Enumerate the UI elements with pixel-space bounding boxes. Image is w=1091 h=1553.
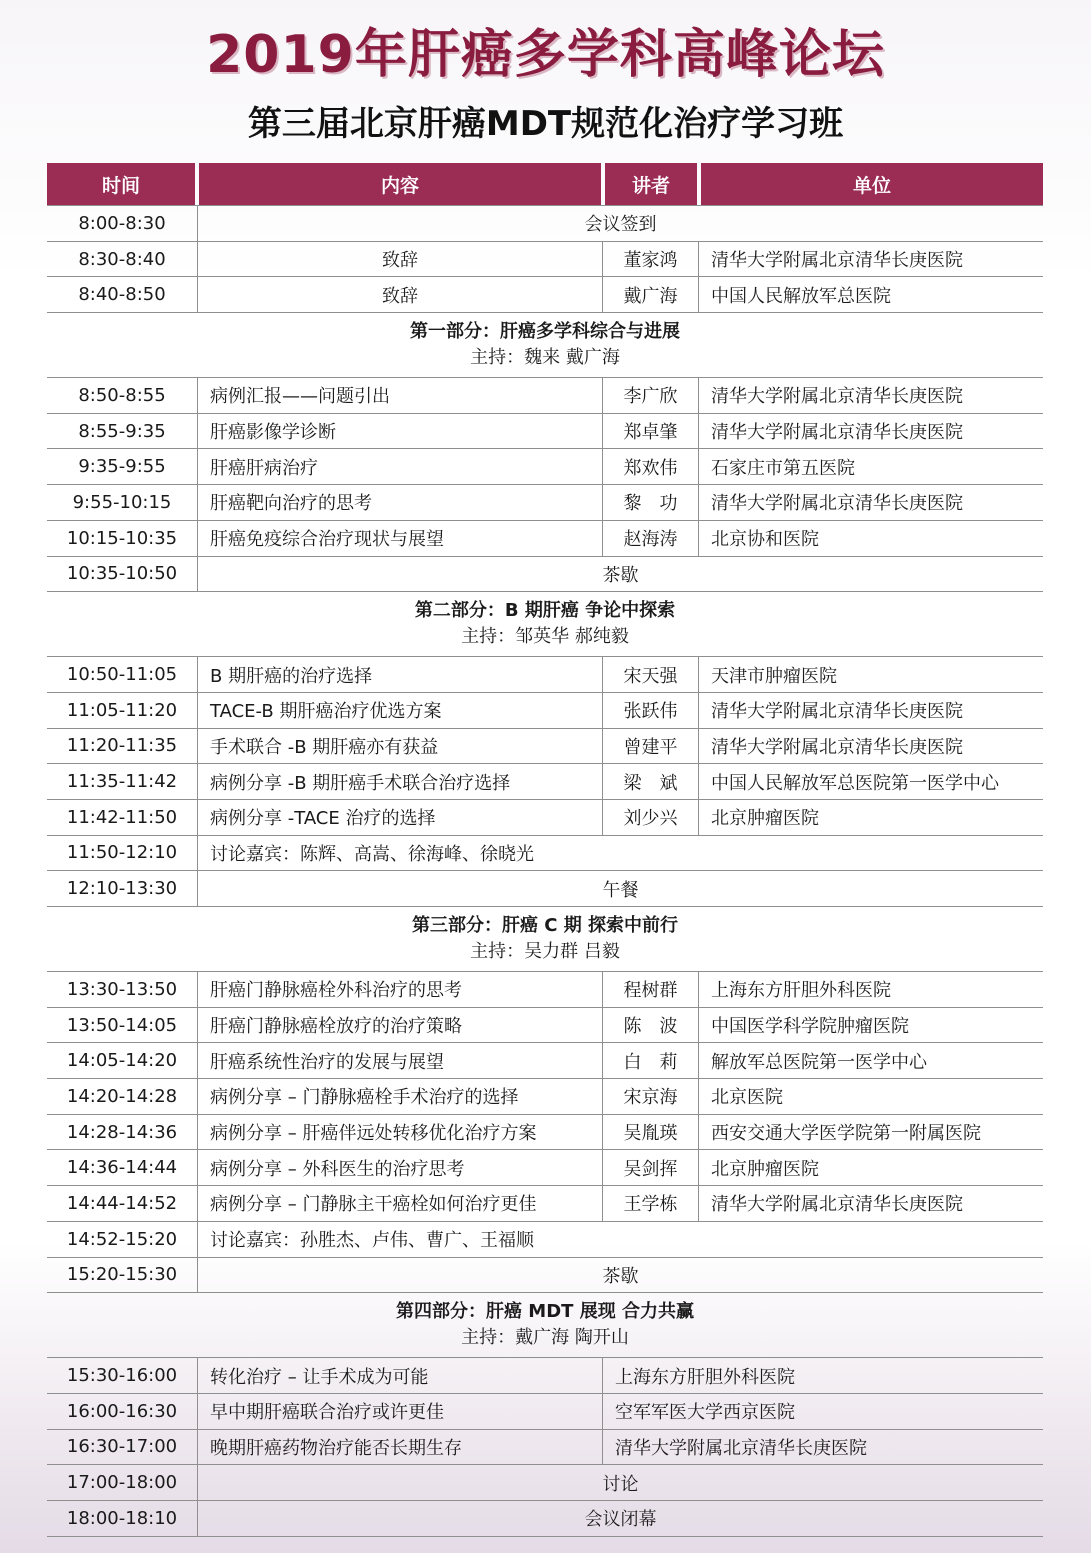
row-content: 肝癌免疫综合治疗现状与展望: [198, 521, 603, 556]
table-row: [47, 1222, 1043, 1258]
table-row: [47, 729, 1043, 765]
table-row: [47, 800, 1043, 836]
section-host: 主持：邹英华 郝纯毅: [461, 626, 629, 648]
section-host: 主持：吴力群 吕毅: [470, 941, 620, 962]
table-row: [47, 1430, 1043, 1466]
row-content: 肝癌门静脉癌栓外科治疗的思考: [198, 972, 603, 1007]
table-row: [47, 1465, 1043, 1501]
row-unit: 清华大学附属北京清华长庚医院: [711, 422, 963, 444]
row-unit: 石家庄市第五医院: [711, 457, 855, 479]
row-time: 18:00-18:10: [47, 1501, 198, 1536]
row-time: 17:00-18:00: [47, 1465, 198, 1500]
row-unit: 空军军医大学西京医院: [615, 1402, 795, 1424]
row-speaker: 曾建平: [603, 729, 699, 764]
row-unit: 清华大学附属北京清华长庚医院: [711, 736, 963, 758]
row-content: 病例汇报——问题引出: [198, 378, 603, 413]
table-row: [47, 764, 1043, 800]
row-unit: 清华大学附属北京清华长庚医院: [711, 250, 963, 272]
row-time: 9:55-10:15: [47, 485, 198, 520]
row-speaker: 程树群: [603, 972, 699, 1007]
table-row: [47, 871, 1043, 907]
row-speaker: 黎 功: [603, 485, 699, 520]
row-content: 病例分享 – 门静脉主干癌栓如何治疗更佳: [198, 1186, 603, 1221]
row-time: 14:20-14:28: [47, 1079, 198, 1114]
row-time: 11:35-11:42: [47, 764, 198, 799]
row-content: 肝癌门静脉癌栓放疗的治疗策略: [198, 1008, 603, 1043]
row-event: 茶歇: [602, 1265, 639, 1287]
row-content: 病例分享 – 肝癌伴远处转移优化治疗方案: [198, 1115, 603, 1150]
row-unit: 北京肿瘤医院: [711, 1158, 819, 1180]
row-content: 病例分享 -TACE 治疗的选择: [198, 800, 603, 835]
row-event: 会议闭幕: [584, 1509, 657, 1531]
row-speaker: 陈 波: [603, 1008, 699, 1043]
section-host: 主持：戴广海 陶开山: [461, 1327, 629, 1349]
row-event: 茶歇: [602, 564, 639, 586]
table-row: [47, 693, 1043, 729]
row-time: 13:30-13:50: [47, 972, 198, 1007]
row-time: 9:35-9:55: [47, 449, 198, 484]
section-header: [47, 592, 1043, 657]
header-unit: 单位: [701, 163, 1043, 205]
row-speaker: 郑欢伟: [603, 449, 699, 484]
section-header: [47, 1293, 1043, 1358]
row-content: 致辞: [198, 277, 603, 312]
table-row: [47, 1186, 1043, 1222]
row-content: TACE-B 期肝癌治疗优选方案: [198, 693, 603, 728]
row-time: 11:50-12:10: [47, 836, 198, 871]
row-speaker: 张跃伟: [603, 693, 699, 728]
row-speaker: 吴剑挥: [603, 1150, 699, 1185]
row-time: 8:50-8:55: [47, 378, 198, 413]
row-unit: 天津市肿瘤医院: [711, 665, 837, 687]
header-content: 内容: [199, 163, 601, 205]
row-event: 讨论: [602, 1473, 639, 1495]
row-time: 14:05-14:20: [47, 1043, 198, 1078]
table-row: [47, 449, 1043, 485]
row-time: 14:44-14:52: [47, 1186, 198, 1221]
row-time: 15:30-16:00: [47, 1358, 198, 1393]
table-row: [47, 1501, 1043, 1537]
section-title: 第四部分：肝癌 MDT 展现 合力共赢: [396, 1301, 694, 1323]
row-content: 手术联合 -B 期肝癌亦有获益: [198, 729, 603, 764]
row-speaker: 梁 斌: [603, 764, 699, 799]
row-time: 12:10-13:30: [47, 871, 198, 906]
row-speaker: 王学栋: [603, 1186, 699, 1221]
row-speaker: 刘少兴: [603, 800, 699, 835]
table-row: [47, 557, 1043, 593]
row-time: 10:15-10:35: [47, 521, 198, 556]
row-time: 16:30-17:00: [47, 1430, 198, 1465]
table-row: [47, 1150, 1043, 1186]
row-content: 转化治疗 – 让手术成为可能: [198, 1358, 603, 1393]
section-host: 主持：魏来 戴广海: [470, 347, 620, 369]
row-event: 会议签到: [584, 214, 657, 236]
row-unit: 上海东方肝胆外科医院: [711, 980, 891, 1002]
row-unit: 清华大学附属北京清华长庚医院: [615, 1437, 867, 1459]
table-row: [47, 485, 1043, 521]
row-content: 晚期肝癌药物治疗能否长期生存: [198, 1430, 603, 1465]
row-content: 病例分享 -B 期肝癌手术联合治疗选择: [198, 764, 603, 799]
table-row: [47, 1008, 1043, 1044]
row-content: 病例分享 – 外科医生的治疗思考: [198, 1150, 603, 1185]
row-time: 8:00-8:30: [47, 206, 198, 241]
row-time: 11:05-11:20: [47, 693, 198, 728]
page-subtitle: 第三届北京肝癌MDT规范化治疗学习班: [247, 104, 844, 144]
row-content: 病例分享 – 门静脉癌栓手术治疗的选择: [198, 1079, 603, 1114]
row-time: 13:50-14:05: [47, 1008, 198, 1043]
section-title: 第一部分：肝癌多学科综合与进展: [410, 321, 680, 343]
row-content: 肝癌影像学诊断: [198, 414, 603, 449]
row-speaker: 白 莉: [603, 1043, 699, 1078]
table-row: [47, 1358, 1043, 1394]
table-header: [47, 163, 1043, 205]
row-speaker: 赵海涛: [603, 521, 699, 556]
row-unit: 清华大学附属北京清华长庚医院: [711, 386, 963, 408]
row-content: 肝癌系统性治疗的发展与展望: [198, 1043, 603, 1078]
row-time: 10:50-11:05: [47, 657, 198, 692]
row-speaker: 宋天强: [603, 657, 699, 692]
table-row: [47, 1043, 1043, 1079]
row-content: B 期肝癌的治疗选择: [198, 657, 603, 692]
row-content: 肝癌肝病治疗: [198, 449, 603, 484]
row-time: 15:20-15:30: [47, 1258, 198, 1293]
table-row: [47, 206, 1043, 242]
row-speaker: 李广欣: [603, 378, 699, 413]
section-title: 第二部分：B 期肝癌 争论中探索: [414, 600, 676, 622]
table-row: [47, 414, 1043, 450]
row-unit: 北京医院: [711, 1087, 783, 1109]
row-unit: 上海东方肝胆外科医院: [615, 1366, 795, 1388]
row-time: 16:00-16:30: [47, 1394, 198, 1429]
row-event: 午餐: [602, 879, 639, 901]
row-unit: 清华大学附属北京清华长庚医院: [711, 493, 963, 515]
header-time: 时间: [47, 163, 195, 205]
row-content: 肝癌靶向治疗的思考: [198, 485, 603, 520]
section-title: 第三部分：肝癌 C 期 探索中前行: [411, 915, 678, 936]
row-content: 致辞: [198, 242, 603, 277]
row-discussion: 讨论嘉宾：孙胜杰、卢伟、曹广、王福顺: [210, 1230, 534, 1252]
row-unit: 北京肿瘤医院: [711, 808, 819, 830]
row-time: 10:35-10:50: [47, 557, 198, 592]
row-time: 14:52-15:20: [47, 1222, 198, 1257]
row-time: 8:40-8:50: [47, 277, 198, 312]
row-time: 14:36-14:44: [47, 1150, 198, 1185]
row-time: 11:20-11:35: [47, 729, 198, 764]
row-time: 14:28-14:36: [47, 1115, 198, 1150]
row-unit: 中国医学科学院肿瘤医院: [711, 1016, 909, 1038]
table-row: [47, 1394, 1043, 1430]
row-unit: 解放军总医院第一医学中心: [711, 1051, 927, 1073]
section-header: [47, 313, 1043, 378]
table-row: [47, 521, 1043, 557]
table-row: [47, 277, 1043, 313]
table-row: [47, 657, 1043, 693]
row-unit: 北京协和医院: [711, 529, 819, 551]
table-row: [47, 1079, 1043, 1115]
page-title: 2019年肝癌多学科高峰论坛: [206, 25, 885, 85]
table-body: [47, 205, 1043, 1537]
row-speaker: 吴胤瑛: [603, 1115, 699, 1150]
row-unit: 中国人民解放军总医院: [711, 285, 891, 307]
table-row: [47, 972, 1043, 1008]
row-speaker: 郑卓肇: [603, 414, 699, 449]
schedule-table: [47, 163, 1043, 1537]
row-speaker: 宋京海: [603, 1079, 699, 1114]
table-row: [47, 378, 1043, 414]
table-row: [47, 242, 1043, 278]
row-speaker: 戴广海: [603, 277, 699, 312]
row-time: 8:55-9:35: [47, 414, 198, 449]
row-content: 早中期肝癌联合治疗或许更佳: [198, 1394, 603, 1429]
row-discussion: 讨论嘉宾：陈辉、高嵩、徐海峰、徐晓光: [210, 843, 534, 865]
table-row: [47, 1115, 1043, 1151]
row-time: 8:30-8:40: [47, 242, 198, 277]
row-time: 11:42-11:50: [47, 800, 198, 835]
header-speaker: 讲者: [605, 163, 697, 205]
row-unit: 清华大学附属北京清华长庚医院: [711, 1194, 963, 1216]
table-row: [47, 836, 1043, 872]
row-unit: 中国人民解放军总医院第一医学中心: [711, 772, 999, 794]
row-speaker: 董家鸿: [603, 242, 699, 277]
row-unit: 清华大学附属北京清华长庚医院: [711, 701, 963, 723]
row-unit: 西安交通大学医学院第一附属医院: [711, 1123, 981, 1145]
section-header: [47, 907, 1043, 972]
table-row: [47, 1258, 1043, 1294]
